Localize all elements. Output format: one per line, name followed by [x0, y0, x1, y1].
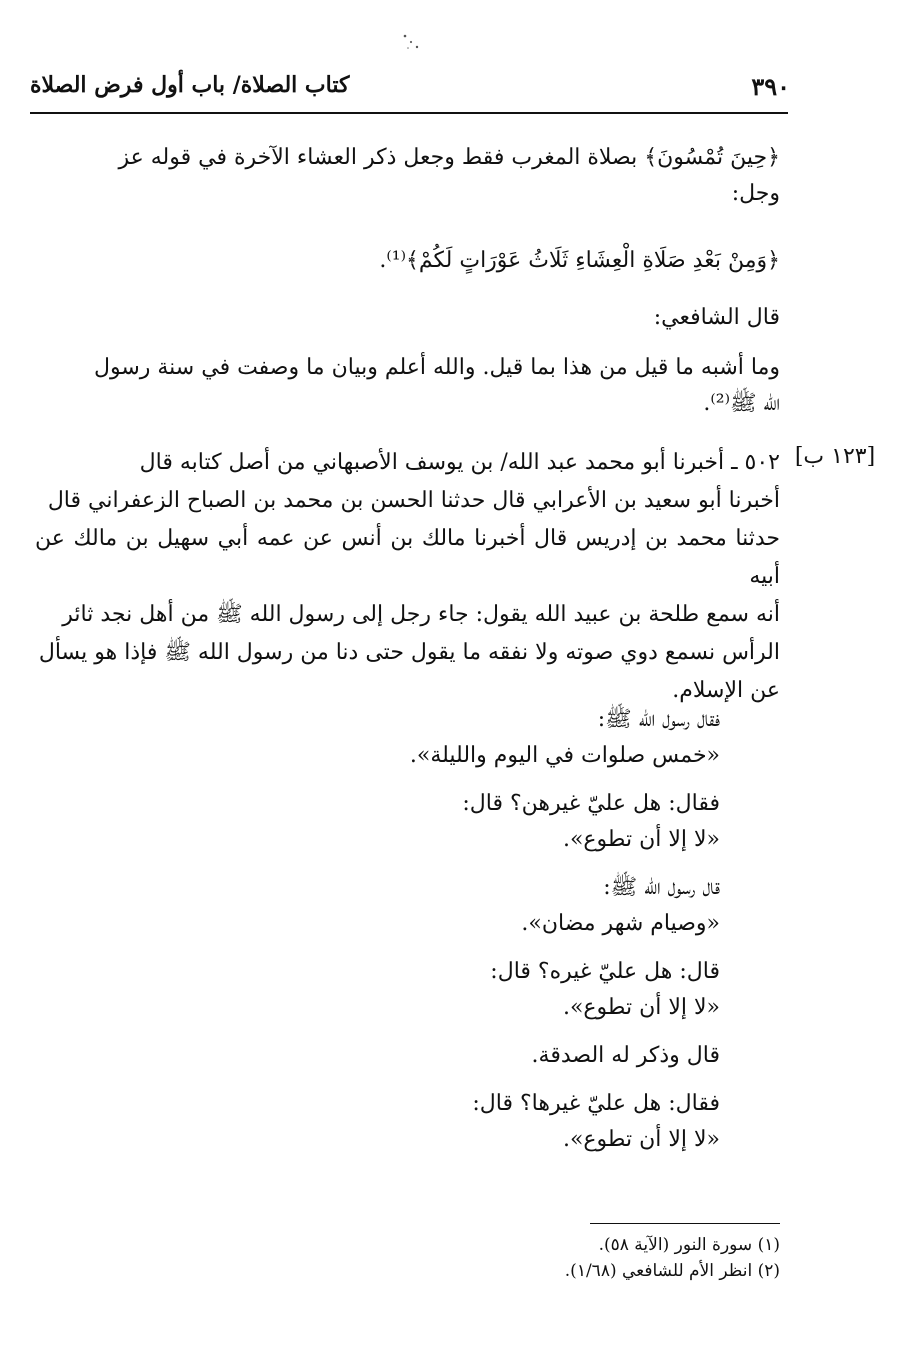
dialogue-line: «خمس صلوات في اليوم والليلة». — [409, 743, 720, 768]
text-line: حدثنا محمد بن إدريس قال أخبرنا مالك بن أنس عن عمه أبي سهيل بن مالك عن أبيه — [35, 526, 780, 589]
dialogue-line: قال: هل عليّ غيره؟ قال: — [490, 959, 720, 984]
dialogue-block — [160, 702, 720, 1158]
footnotes — [280, 1232, 780, 1284]
footnote-1: (١) سورة النور (الآية ٥٨). — [598, 1235, 780, 1255]
text-line: أخبرنا أبو سعيد بن الأعرابي قال حدثنا الحسن بن محمد بن الصباح الزعفراني قال — [47, 488, 780, 513]
dialogue-line: فقال رسول الله ﷺ: — [597, 707, 720, 732]
dialogue-line: «لا إلا أن تطوع». — [562, 1127, 720, 1152]
page-header — [30, 68, 790, 112]
text-line: أنه سمع طلحة بن عبيد الله يقول: جاء رجل إلى رسول الله ﷺ من أهل نجد ثائر — [62, 602, 780, 627]
paragraph-shafii — [35, 300, 780, 336]
quran-verse: ﴿وَمِنْ بَعْدِ صَلَاةِ الْعِشَاءِ ثَلَاثُ عَوْرَاتٍ لَكُمْ﴾⁽¹⁾. — [379, 248, 780, 273]
text-line: الرأس نسمع دوي صوته ولا نفقه ما يقول حتى دنا من رسول الله ﷺ فإذا هو يسأل — [38, 640, 780, 665]
text-line: وجل: — [731, 181, 780, 206]
paragraph-commentary — [35, 350, 780, 422]
text-line: وما أشبه ما قيل من هذا بما قيل. والله أعلم وبيان ما وصفت في سنة رسول — [93, 355, 780, 380]
text-line: ﴿حِينَ تُمْسُونَ﴾ بصلاة المغرب فقط وجعل ذكر العشاء الآخرة في قوله عز — [118, 145, 780, 170]
manuscript-folio-note: [١٢٣ ب] — [794, 444, 876, 469]
text-line: ٥٠٢ ـ أخبرنا أبو محمد عبد الله/ بن يوسف الأصبهاني من أصل كتابه قال — [139, 450, 780, 475]
dialogue-line: «لا إلا أن تطوع». — [562, 995, 720, 1020]
dialogue-line: فقال: هل عليّ غيرها؟ قال: — [472, 1091, 720, 1116]
footnote-rule — [590, 1223, 780, 1224]
dialogue-line: «وصيام شهر مضان». — [521, 911, 720, 936]
paragraph-quran-quote — [35, 243, 780, 279]
running-title: كتاب الصلاة/ باب أول فرض الصلاة — [30, 72, 350, 98]
header-rule — [30, 112, 788, 114]
dialogue-line: «لا إلا أن تطوع». — [562, 827, 720, 852]
text-line: عن الإسلام. — [672, 678, 780, 703]
dialogue-line: فقال: هل عليّ غيرهن؟ قال: — [462, 791, 720, 816]
paragraph-verse-intro — [35, 140, 780, 212]
page-number: ٣٩٠ — [751, 72, 790, 101]
dialogue-line: قال وذكر له الصدقة. — [531, 1043, 720, 1068]
ink-speck — [397, 30, 427, 54]
dialogue-line: قال رسول الله ﷺ: — [603, 875, 720, 900]
paragraph-hadith-502 — [35, 444, 780, 710]
text-line: قال الشافعي: — [653, 305, 780, 330]
footnote-2: (٢) انظر الأم للشافعي (١/٦٨). — [564, 1261, 780, 1281]
text-line: الله ﷺ⁽²⁾. — [703, 391, 780, 416]
